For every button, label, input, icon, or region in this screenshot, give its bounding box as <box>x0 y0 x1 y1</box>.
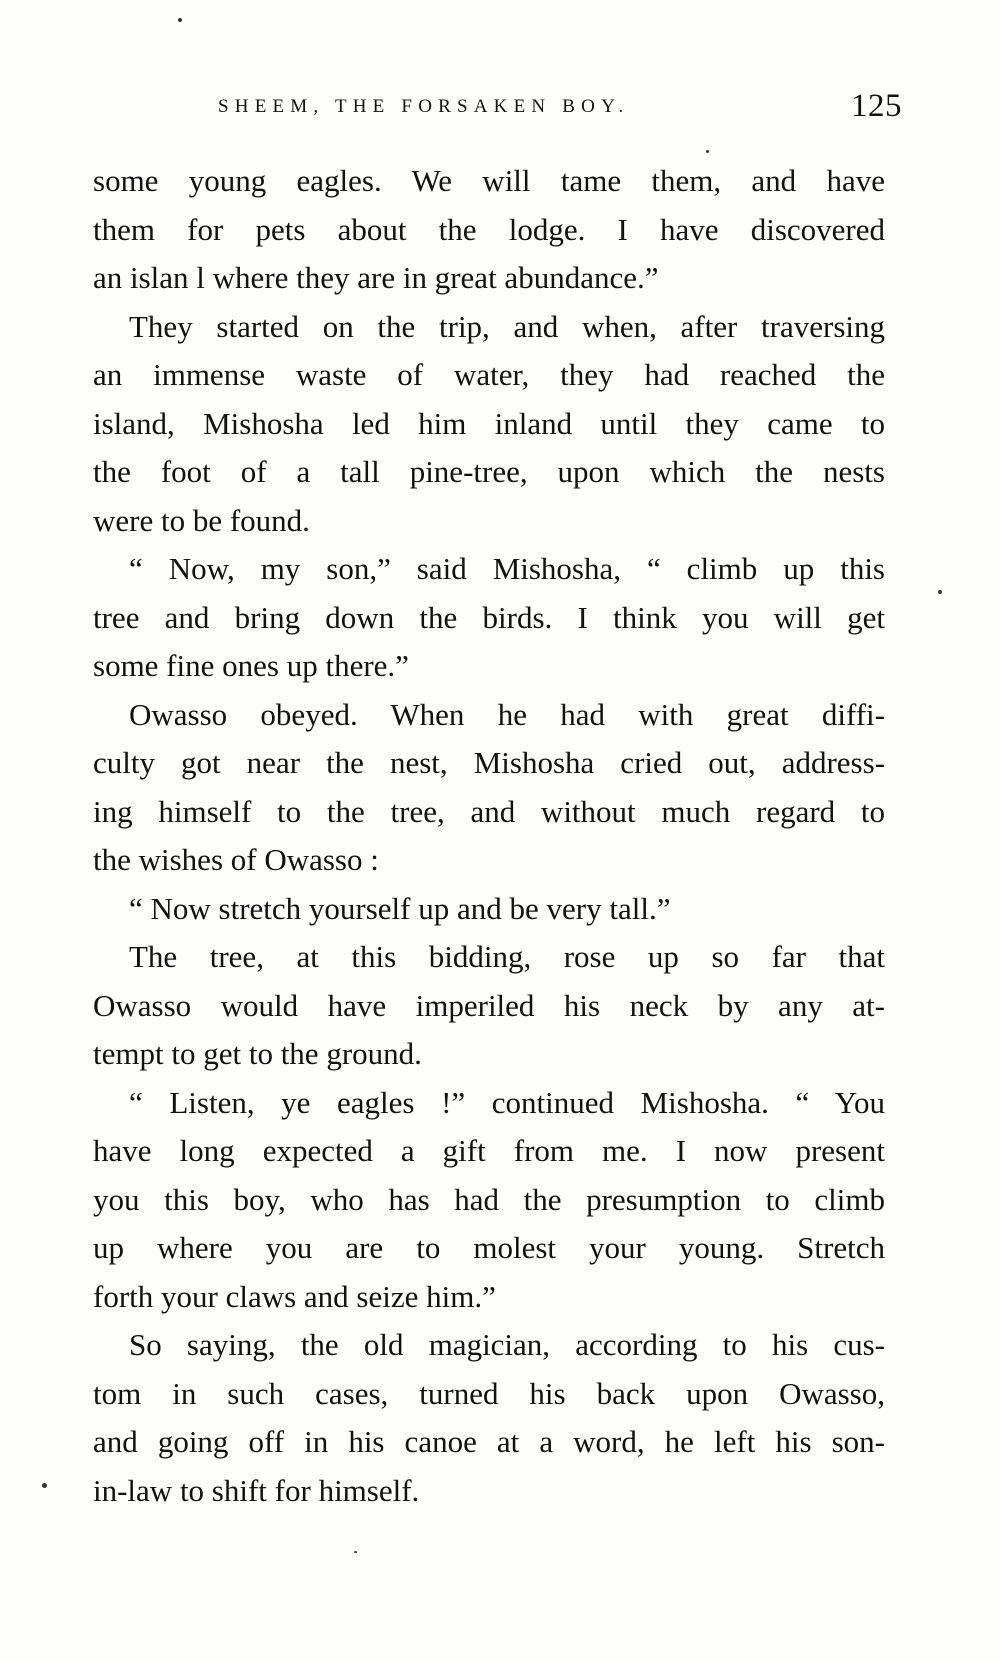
scan-speck <box>706 150 709 153</box>
text-line: an immense waste of water, they had reached the <box>93 357 885 392</box>
running-header <box>90 88 902 128</box>
text-line: “ Now stretch yourself up and be very tall.” <box>129 890 671 926</box>
text-line: some young eagles. We will tame them, and have <box>93 163 885 198</box>
page-number: 125 <box>851 88 902 124</box>
scan-speck <box>42 1483 47 1488</box>
text-line: the foot of a tall pine-tree, upon which the nests <box>93 454 885 489</box>
scan-speck <box>178 18 182 22</box>
text-line: They started on the trip, and when, after traversing <box>129 308 885 344</box>
text-line: an islan l where they are in great abundance.” <box>93 260 659 295</box>
text-line: tree and bring down the birds. I think you will get <box>93 599 885 635</box>
text-line: The tree, at this bidding, rose up so far that <box>129 939 885 974</box>
text-line: you this boy, who has had the presumption to climb <box>93 1181 885 1217</box>
scan-speck <box>354 1551 357 1553</box>
text-line: up where you are to molest your young. Stretch <box>93 1230 885 1265</box>
text-line: Owasso obeyed. When he had with great diffi- <box>129 696 885 732</box>
text-line: them for pets about the lodge. I have discovered <box>93 211 885 247</box>
text-line: and going off in his canoe at a word, he left his son- <box>93 1424 885 1459</box>
text-line: ing himself to the tree, and without much regard to <box>93 793 885 829</box>
text-line: So saying, the old magician, according to his cus- <box>129 1327 885 1362</box>
text-line: have long expected a gift from me. I now present <box>93 1133 885 1168</box>
text-line: some fine ones up there.” <box>93 648 409 683</box>
text-line: Owasso would have imperiled his neck by any at- <box>93 987 885 1023</box>
text-line: were to be found. <box>93 502 310 538</box>
body-text <box>93 157 885 1515</box>
text-line: island, Mishosha led him inland until they came to <box>93 405 885 441</box>
text-line: the wishes of Owasso : <box>93 842 379 877</box>
text-line: forth your claws and seize him.” <box>93 1278 496 1314</box>
text-line: tempt to get to the ground. <box>93 1036 422 1071</box>
text-line: “ Now, my son,” said Mishosha, “ climb up this <box>129 551 885 586</box>
text-line: “ Listen, ye eagles !” continued Mishosha. “ You <box>129 1084 885 1120</box>
running-title: SHEEM, THE FORSAKEN BOY. <box>218 96 630 117</box>
text-line: in-law to shift for himself. <box>93 1472 420 1508</box>
text-line: culty got near the nest, Mishosha cried out, address- <box>93 745 885 780</box>
text-line: tom in such cases, turned his back upon Owasso, <box>93 1375 885 1411</box>
scan-speck <box>938 590 942 594</box>
